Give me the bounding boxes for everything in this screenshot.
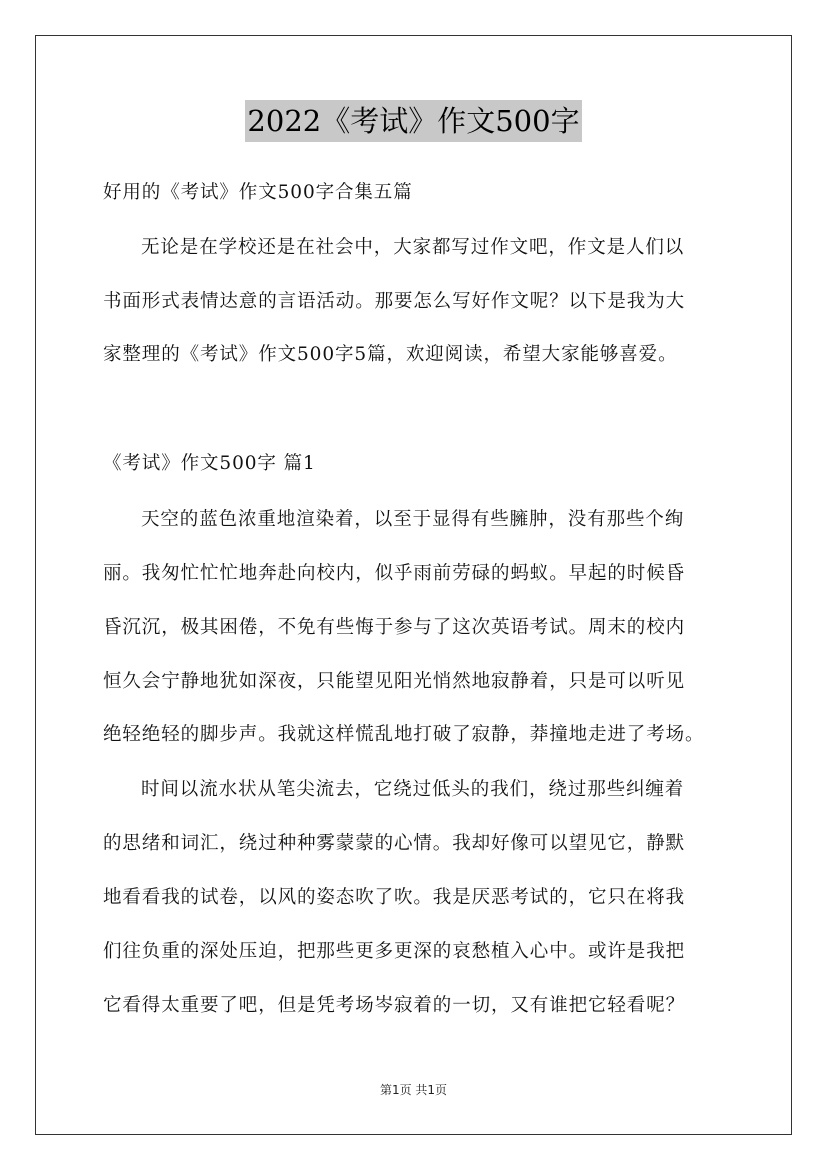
paragraph-line: 恒久会宁静地犹如深夜，只能望见阳光悄然地寂静着，只是可以听见 [103,671,686,692]
paragraph-line: 绝轻绝轻的脚步声。我就这样慌乱地打破了寂静，莽撞地走进了考场。 [103,724,705,745]
document-title: 2022《考试》作文500字 [245,100,581,142]
paragraph-line: 们往负重的深处压迫，把那些更多更深的哀愁植入心中。或许是我把 [103,941,686,962]
paragraph-line: 天空的蓝色浓重地渲染着，以至于显得有些臃肿，没有那些个绚 [141,509,685,530]
paragraph-line: 的思绪和词汇，绕过种种雾蒙蒙的心情。我却好像可以望见它，静默 [103,833,686,854]
intro-line: 家整理的《考试》作文500字5篇，欢迎阅读，希望大家能够喜爱。 [103,344,678,365]
paragraph-line: 地看看我的试卷，以风的姿态吹了吹。我是厌恶考试的，它只在将我 [103,887,686,908]
intro-line: 书面形式表情达意的言语活动。那要怎么写好作文呢？以下是我为大 [103,291,686,312]
intro-line: 无论是在学校还是在社会中，大家都写过作文吧，作文是人们以 [141,237,685,258]
paragraph-line: 它看得太重要了吧，但是凭考场岑寂着的一切，又有谁把它轻看呢？ [103,995,686,1016]
paragraph-line: 时间以流水状从笔尖流去，它绕过低头的我们，绕过那些纠缠着 [141,779,685,800]
paragraph-line: 丽。我匆忙忙忙地奔赴向校内，似乎雨前劳碌的蚂蚁。早起的时候昏 [103,563,686,584]
page-footer: 第1页 共1页 [379,1083,448,1097]
paragraph-line: 昏沉沉，极其困倦，不免有些悔于参与了这次英语考试。周末的校内 [103,617,686,638]
document-subtitle: 好用的《考试》作文500字合集五篇 [103,182,413,203]
section-heading: 《考试》作文500字 篇1 [103,453,316,474]
title-container [0,100,827,142]
